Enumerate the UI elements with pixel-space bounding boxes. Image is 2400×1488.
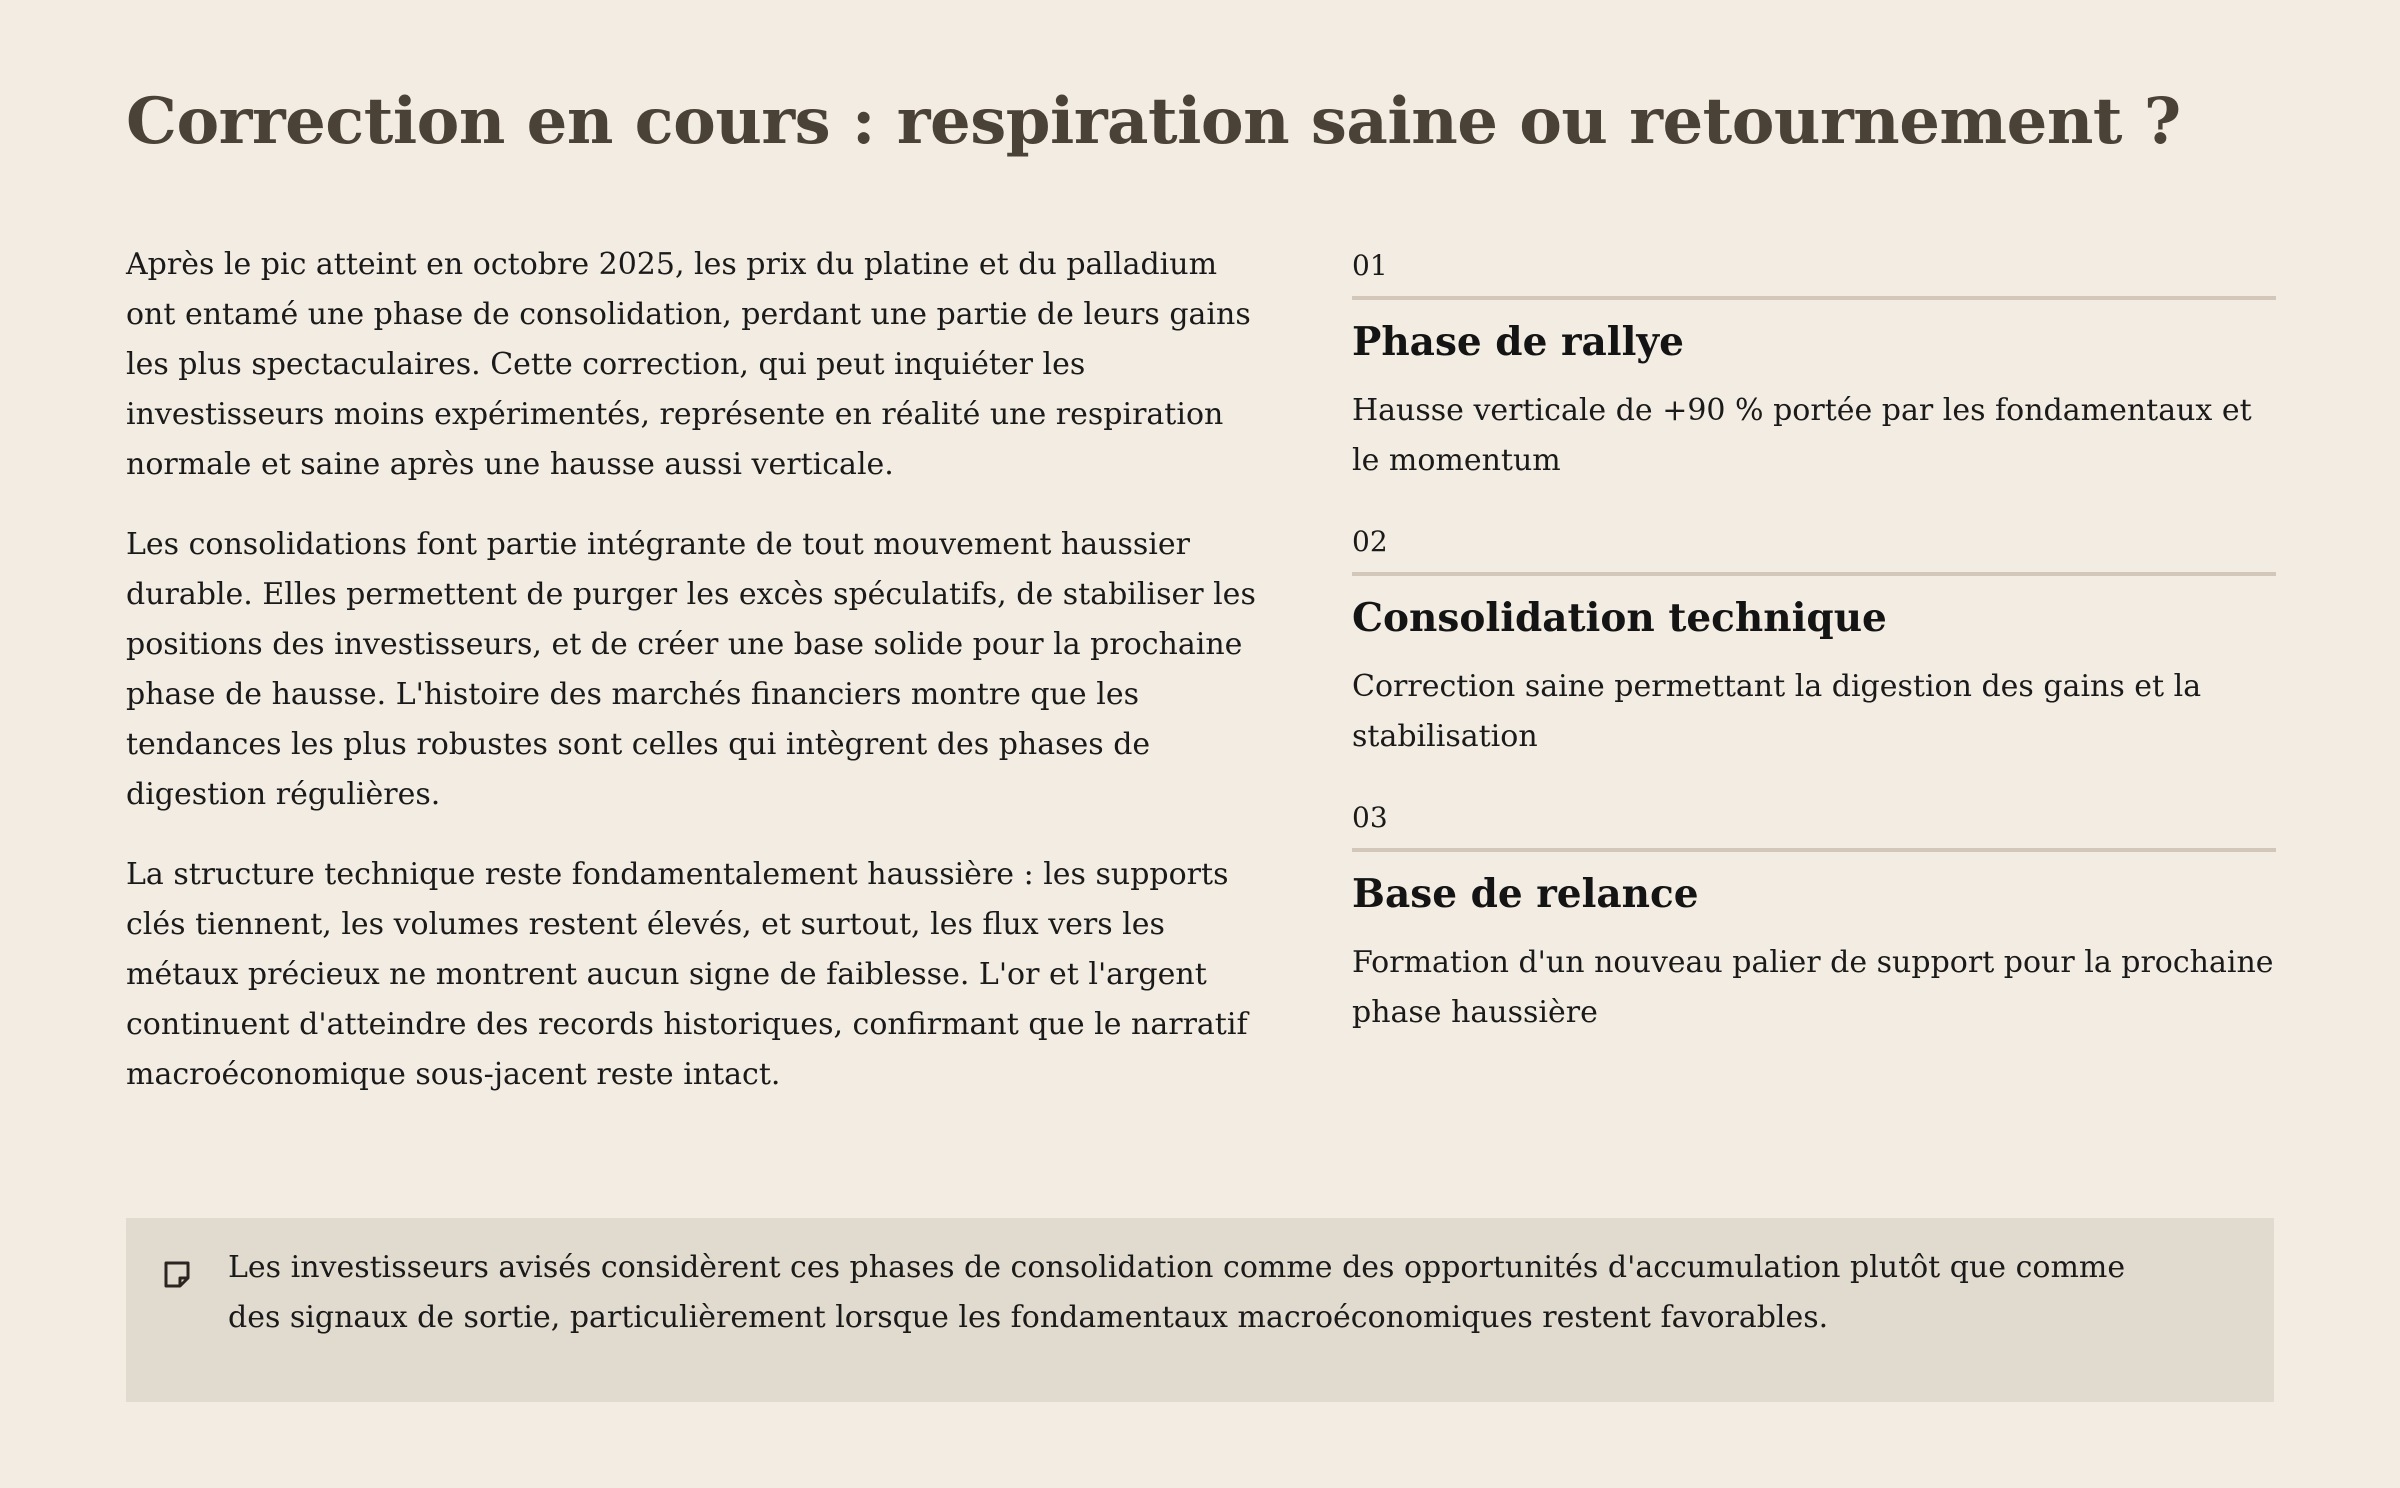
- step-number: 03: [1352, 792, 2276, 852]
- paragraph-1: Après le pic atteint en octobre 2025, les prix du platine et du palladium ont entamé une phase de consolidation, perdant une partie de leurs gains les plus spectaculaires. Cette correction, qui peut inquiéter les investisseurs moins expérimentés, représente en réalité une respiration normale et saine après une hausse aussi verticale.: [126, 247, 1251, 482]
- article-body: [126, 240, 1266, 1130]
- step-title: Consolidation technique: [1352, 595, 1887, 641]
- step-description: Correction saine permettant la digestion des gains et la stabilisation: [1352, 669, 2202, 754]
- phase-steps: [1352, 240, 2276, 1068]
- callout-box: [126, 1218, 2274, 1402]
- step-consolidation: [1352, 516, 2276, 762]
- step-description: Hausse verticale de +90 % portée par les fondamentaux et le momentum: [1352, 393, 2252, 478]
- step-number: 01: [1352, 240, 2276, 300]
- paragraph-2: Les consolidations font partie intégrante de tout mouvement haussier durable. Elles permettent de purger les excès spéculatifs, de stabiliser les positions des investisseurs, et de créer une base solide pour la prochaine phase de hausse. L'histoire des marchés financiers montre que les tendances les plus robustes sont celles qui intègrent des phases de digestion régulières.: [126, 527, 1256, 812]
- step-relance: [1352, 792, 2276, 1038]
- paragraph-3: La structure technique reste fondamentalement haussière : les supports clés tiennent, les volumes restent élevés, et surtout, les flux vers les métaux précieux ne montrent aucun signe de faiblesse. L'or et l'argent continuent d'atteindre des records historiques, confirmant que le narratif macroéconomique sous-jacent reste intact.: [126, 857, 1248, 1092]
- callout-text: Les investisseurs avisés considèrent ces phases de consolidation comme des opportunités d'accumulation plutôt que comme des signaux de sortie, particulièrement lorsque les fondamentaux macroéconomiques restent favorables.: [228, 1250, 2126, 1335]
- step-rallye: [1352, 240, 2276, 486]
- note-icon: [162, 1260, 192, 1290]
- page-title: Correction en cours : respiration saine ou retournement ?: [126, 84, 2181, 159]
- step-title: Base de relance: [1352, 871, 1699, 917]
- step-title: Phase de rallye: [1352, 319, 1684, 365]
- step-description: Formation d'un nouveau palier de support pour la prochaine phase haussière: [1352, 945, 2274, 1030]
- step-number: 02: [1352, 516, 2276, 576]
